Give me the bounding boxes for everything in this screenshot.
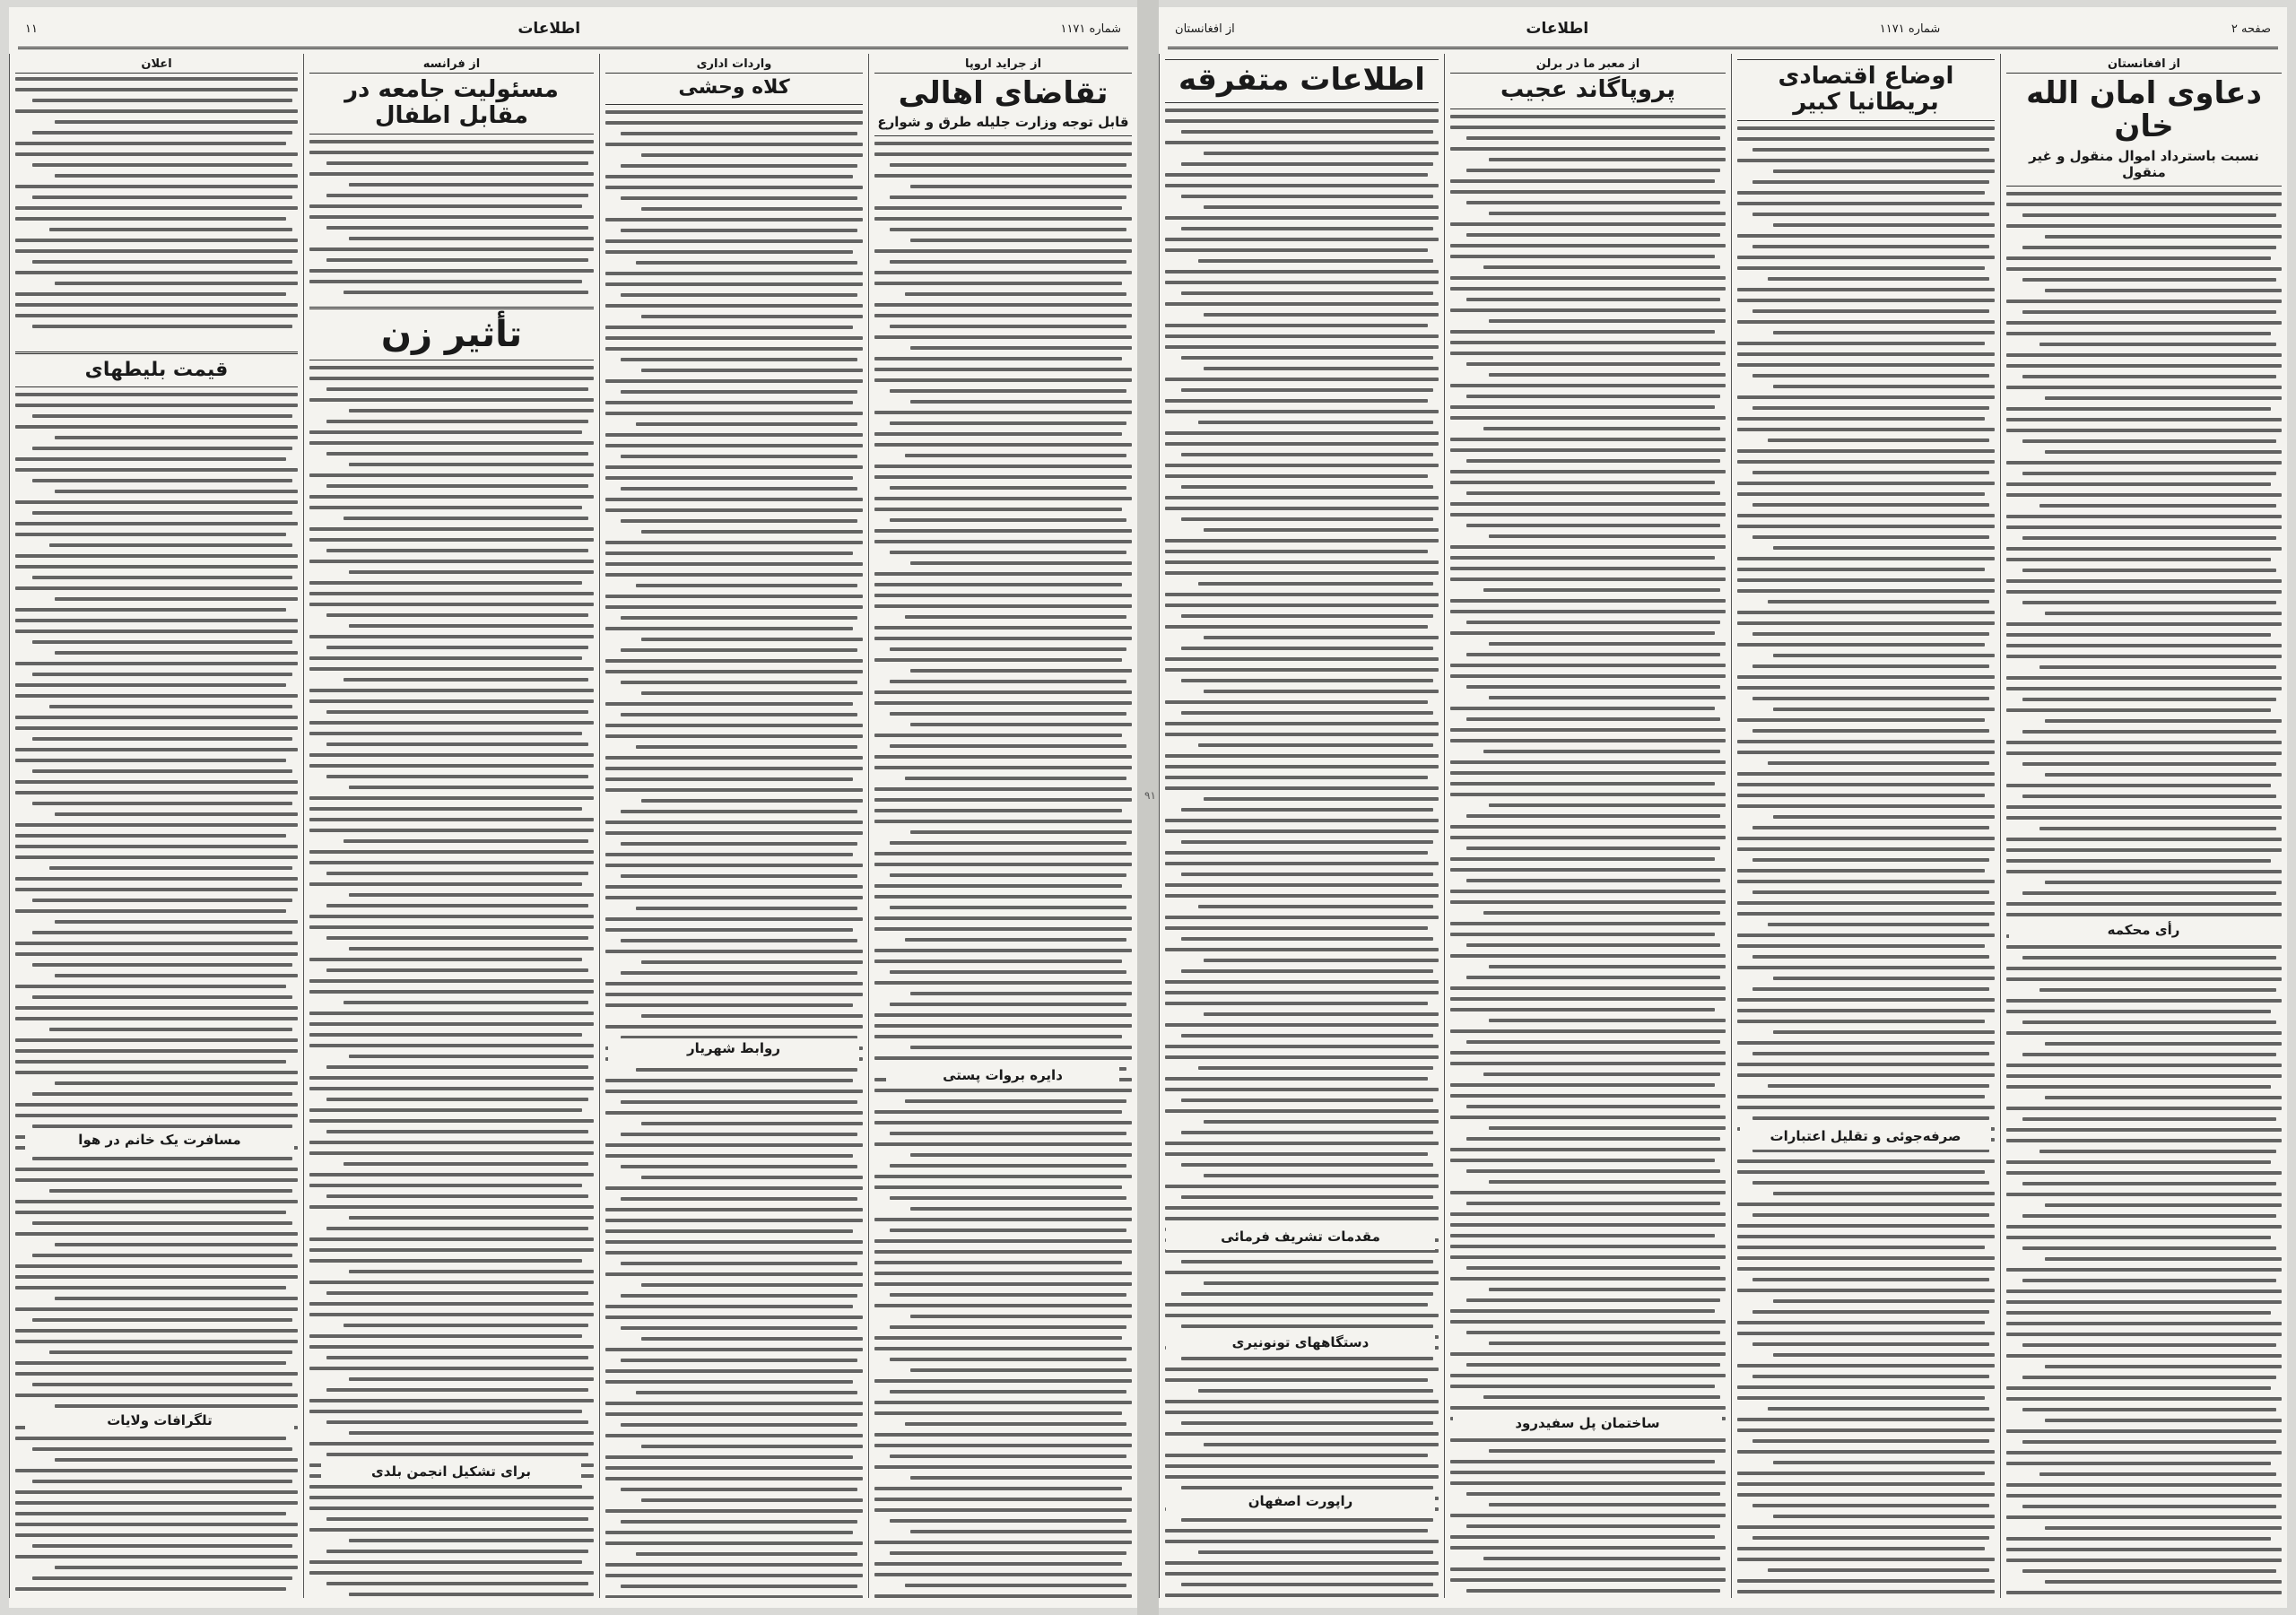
article-subhead: قابل توجه وزارت جلیله طرق و شوارع (877, 114, 1129, 131)
left-page-header (18, 11, 1128, 49)
section-label (1737, 57, 1995, 60)
notices-text (15, 77, 298, 346)
article-body-text (2006, 192, 2282, 1598)
subhead: صرفه‌جوئی و تقلیل اعتبارات (1770, 1128, 1961, 1144)
section-label (1165, 57, 1439, 60)
subhead: دایره بروات پستی (943, 1067, 1063, 1083)
right-page-number: صفحه ۲ (2231, 22, 2271, 36)
left-issue-label: شماره ۱۱۷۱ (1060, 22, 1121, 36)
section-label: اعلان (15, 57, 298, 74)
article-body-text (1165, 109, 1439, 1598)
right-section-label: از افغانستان (1175, 22, 1235, 36)
article-body-text (605, 110, 863, 1598)
article-body-text (1450, 115, 1726, 1598)
lower-subhead-box (25, 1130, 294, 1153)
section-label: واردات اداری (605, 57, 863, 74)
right-page-header (1168, 11, 2278, 49)
right-col-1 (2000, 54, 2287, 1598)
left-col-3 (303, 54, 599, 1598)
section-label: از افغانستان (2006, 57, 2282, 74)
article-headline: مسئولیت جامعه در مقابل اطفال (344, 76, 559, 129)
subhead: رأی محکمه (2107, 922, 2180, 938)
left-newspaper-page (9, 7, 1137, 1608)
article-headline: اطلاعات متفرقه (1178, 62, 1425, 98)
center-page-marker: ۹۱ (1144, 789, 1156, 802)
article-headline: پروپاگاند عجیب (1500, 76, 1675, 103)
section-label: از معبر ما در برلن (1450, 57, 1726, 74)
subhead: ساختمان پل سفیدرود (1515, 1415, 1660, 1431)
article-headline: اوضاع اقتصادی بریطانیا کبیر (1778, 63, 1954, 116)
lower-subhead-box (1166, 1491, 1435, 1515)
right-col-2 (1731, 54, 2000, 1598)
lower-subhead-box (25, 1411, 294, 1434)
left-page-number: ۱۱ (25, 22, 38, 36)
right-newspaper-page (1159, 7, 2287, 1608)
subhead: تلگرافات ولایات (107, 1412, 213, 1428)
subhead: برای تشکیل انجمن بلدی (371, 1463, 531, 1480)
article-body-text (874, 142, 1132, 1598)
lower-subhead-box (886, 1065, 1119, 1089)
left-col-2 (599, 54, 868, 1598)
lower-subhead-box (1166, 1227, 1435, 1250)
lower-subhead-box (1740, 1126, 1991, 1150)
left-col-4 (9, 54, 303, 1598)
article-body-text (1737, 126, 1995, 1598)
lower-subheads-left (608, 1038, 859, 1062)
right-col-4 (1159, 54, 1444, 1598)
lower-subhead-box (321, 1462, 581, 1485)
section-label: از فرانسه (309, 57, 594, 74)
right-masthead-title: اطلاعات (1526, 20, 1589, 38)
lower-subhead-box (2009, 920, 2278, 943)
left-masthead-title: اطلاعات (517, 20, 581, 38)
article-headline: دعاوی امان الله خان (2026, 75, 2262, 145)
lower-subhead-box (1453, 1413, 1722, 1437)
article-headline: تقاضای اهالی (898, 75, 1109, 111)
lower-subhead-box (1166, 1333, 1435, 1356)
article-body-text (309, 366, 594, 1598)
subhead: راپورت اصفهان (1248, 1493, 1353, 1509)
article-subhead: نسبت باسترداد اموال منقول و غیر منقول (2029, 147, 2259, 180)
article-body-text (309, 140, 594, 301)
right-issue-label: شماره ۱۱۷۱ (1879, 22, 1941, 36)
subhead: مسافرت یک خانم در هوا (78, 1132, 241, 1148)
notice-headline: قیمت بلیطهای (84, 359, 229, 381)
subhead: دستگاههای تونونیری (1231, 1334, 1370, 1350)
right-col-3 (1444, 54, 1731, 1598)
left-col-1 (868, 54, 1137, 1598)
article-headline: کلاه وحشی (678, 76, 790, 99)
section-label: از جراید اروپا (874, 57, 1132, 74)
subhead: مقدمات تشریف فرمائی (1221, 1229, 1380, 1245)
feature-headline: تأثیر زن (380, 314, 523, 356)
subhead: روابط شهریار (687, 1040, 780, 1056)
page-gutter (1137, 0, 1159, 1615)
